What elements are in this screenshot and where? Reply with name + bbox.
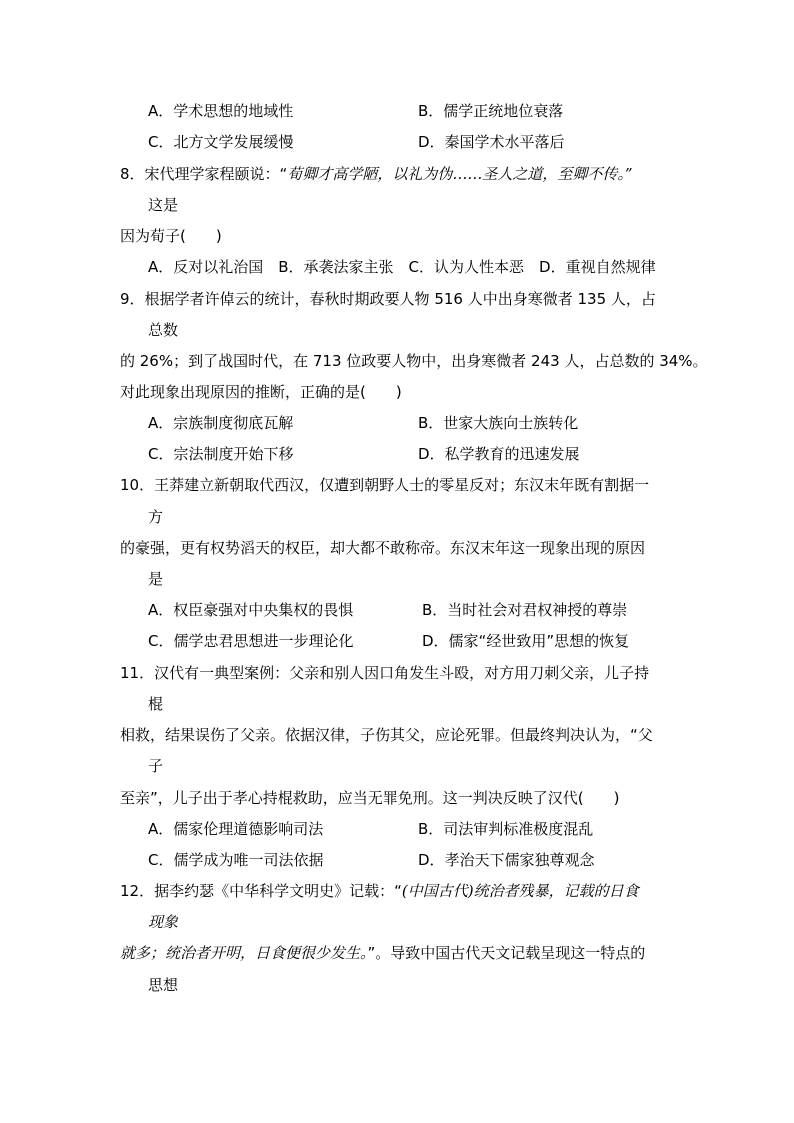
- q9-stem-line1: 9．根据学者许倬云的统计，春秋时期政要人物 516 人中出身寒微者 135 人，占: [120, 290, 656, 308]
- q12-stem-line4: 思想: [148, 976, 179, 994]
- q12-stem-line3: [120, 943, 645, 963]
- q11-stem-line4: 子: [148, 757, 164, 775]
- q9-stem-line2: 总数: [148, 321, 179, 339]
- q8-stem-line3: 因为荀子( ): [120, 227, 222, 245]
- q8-stem-line1: [120, 164, 633, 184]
- q12-quote-part3: 就多；统治者开明，日食便很少发生。: [120, 944, 368, 962]
- q10-stem-line2: 方: [148, 508, 164, 526]
- q11-option-a: A．儒家伦理道德影响司法: [148, 820, 324, 838]
- q7-option-b: B．儒学正统地位衰落: [418, 102, 564, 120]
- q9-option-b: B．世家大族向士族转化: [418, 414, 579, 432]
- q10-option-d: D．儒家“经世致用”思想的恢复: [422, 632, 630, 650]
- q12-quote-part1: (中国古代)统治者残暴，记载的日食: [401, 882, 639, 900]
- q10-stem-line4: 是: [148, 570, 164, 588]
- q11-option-b: B．司法审判标准极度混乱: [418, 820, 594, 838]
- q12-stem-suffix: ”。导致中国古代天文记载呈现这一特点的: [367, 944, 646, 962]
- q10-option-b: B．当时社会对君权神授的尊崇: [422, 601, 628, 619]
- q8-stem-line2: 这是: [148, 196, 179, 214]
- q11-stem-line2: 棍: [148, 695, 164, 713]
- q9-stem-line3: 的 26%；到了战国时代，在 713 位政要人物中，出身寒微者 243 人，占总数的 34%。: [120, 352, 708, 370]
- q9-option-d: D．私学教育的迅速发展: [418, 445, 580, 463]
- q9-option-a: A．宗族制度彻底瓦解: [148, 414, 294, 432]
- q10-option-a: A．权臣豪强对中央集权的畏惧: [148, 601, 354, 619]
- q8-quote: 荀卿才高学陋，以礼为伪……圣人之道，至卿不传。”: [287, 165, 633, 183]
- q8-options: A．反对以礼治国 B．承袭法家主张 C．认为人性本恶 D．重视自然规律: [148, 258, 656, 276]
- q11-option-c: C．儒学成为唯一司法依据: [148, 851, 324, 869]
- q11-stem-line3: 相救，结果误伤了父亲。依据汉律，子伤其父，应论死罪。但最终判决认为，“父: [120, 726, 653, 744]
- q7-option-a: A．学术思想的地域性: [148, 102, 294, 120]
- q7-option-c: C．北方文学发展缓慢: [148, 133, 294, 151]
- q11-option-d: D．孝治天下儒家独尊观念: [418, 851, 595, 869]
- q8-stem-prefix: 8．宋代理学家程颐说：“: [120, 165, 288, 183]
- q11-stem-line1: 11．汉代有一典型案例：父亲和别人因口角发生斗殴，对方用刀刺父亲，儿子持: [120, 664, 650, 682]
- q12-stem-line1: [120, 881, 639, 901]
- q12-quote-part2: 现象: [148, 913, 179, 931]
- q10-stem-line1: 10．王莽建立新朝取代西汉，仅遭到朝野人士的零星反对；东汉末年既有割据一: [120, 476, 650, 494]
- q9-option-c: C．宗法制度开始下移: [148, 445, 294, 463]
- q7-option-d: D．秦国学术水平落后: [418, 133, 565, 151]
- q9-stem-line4: 对此现象出现原因的推断，正确的是( ): [120, 383, 402, 401]
- q11-stem-line5: 至亲”，儿子出于孝心持棍救助，应当无罪免刑。这一判决反映了汉代( ): [120, 789, 620, 807]
- q10-option-c: C．儒学忠君思想进一步理论化: [148, 632, 354, 650]
- q10-stem-line3: 的豪强，更有权势滔天的权臣，却大都不敢称帝。东汉末年这一现象出现的原因: [120, 539, 646, 557]
- q12-stem-prefix: 12．据李约瑟《中华科学文明史》记载：“: [120, 882, 402, 900]
